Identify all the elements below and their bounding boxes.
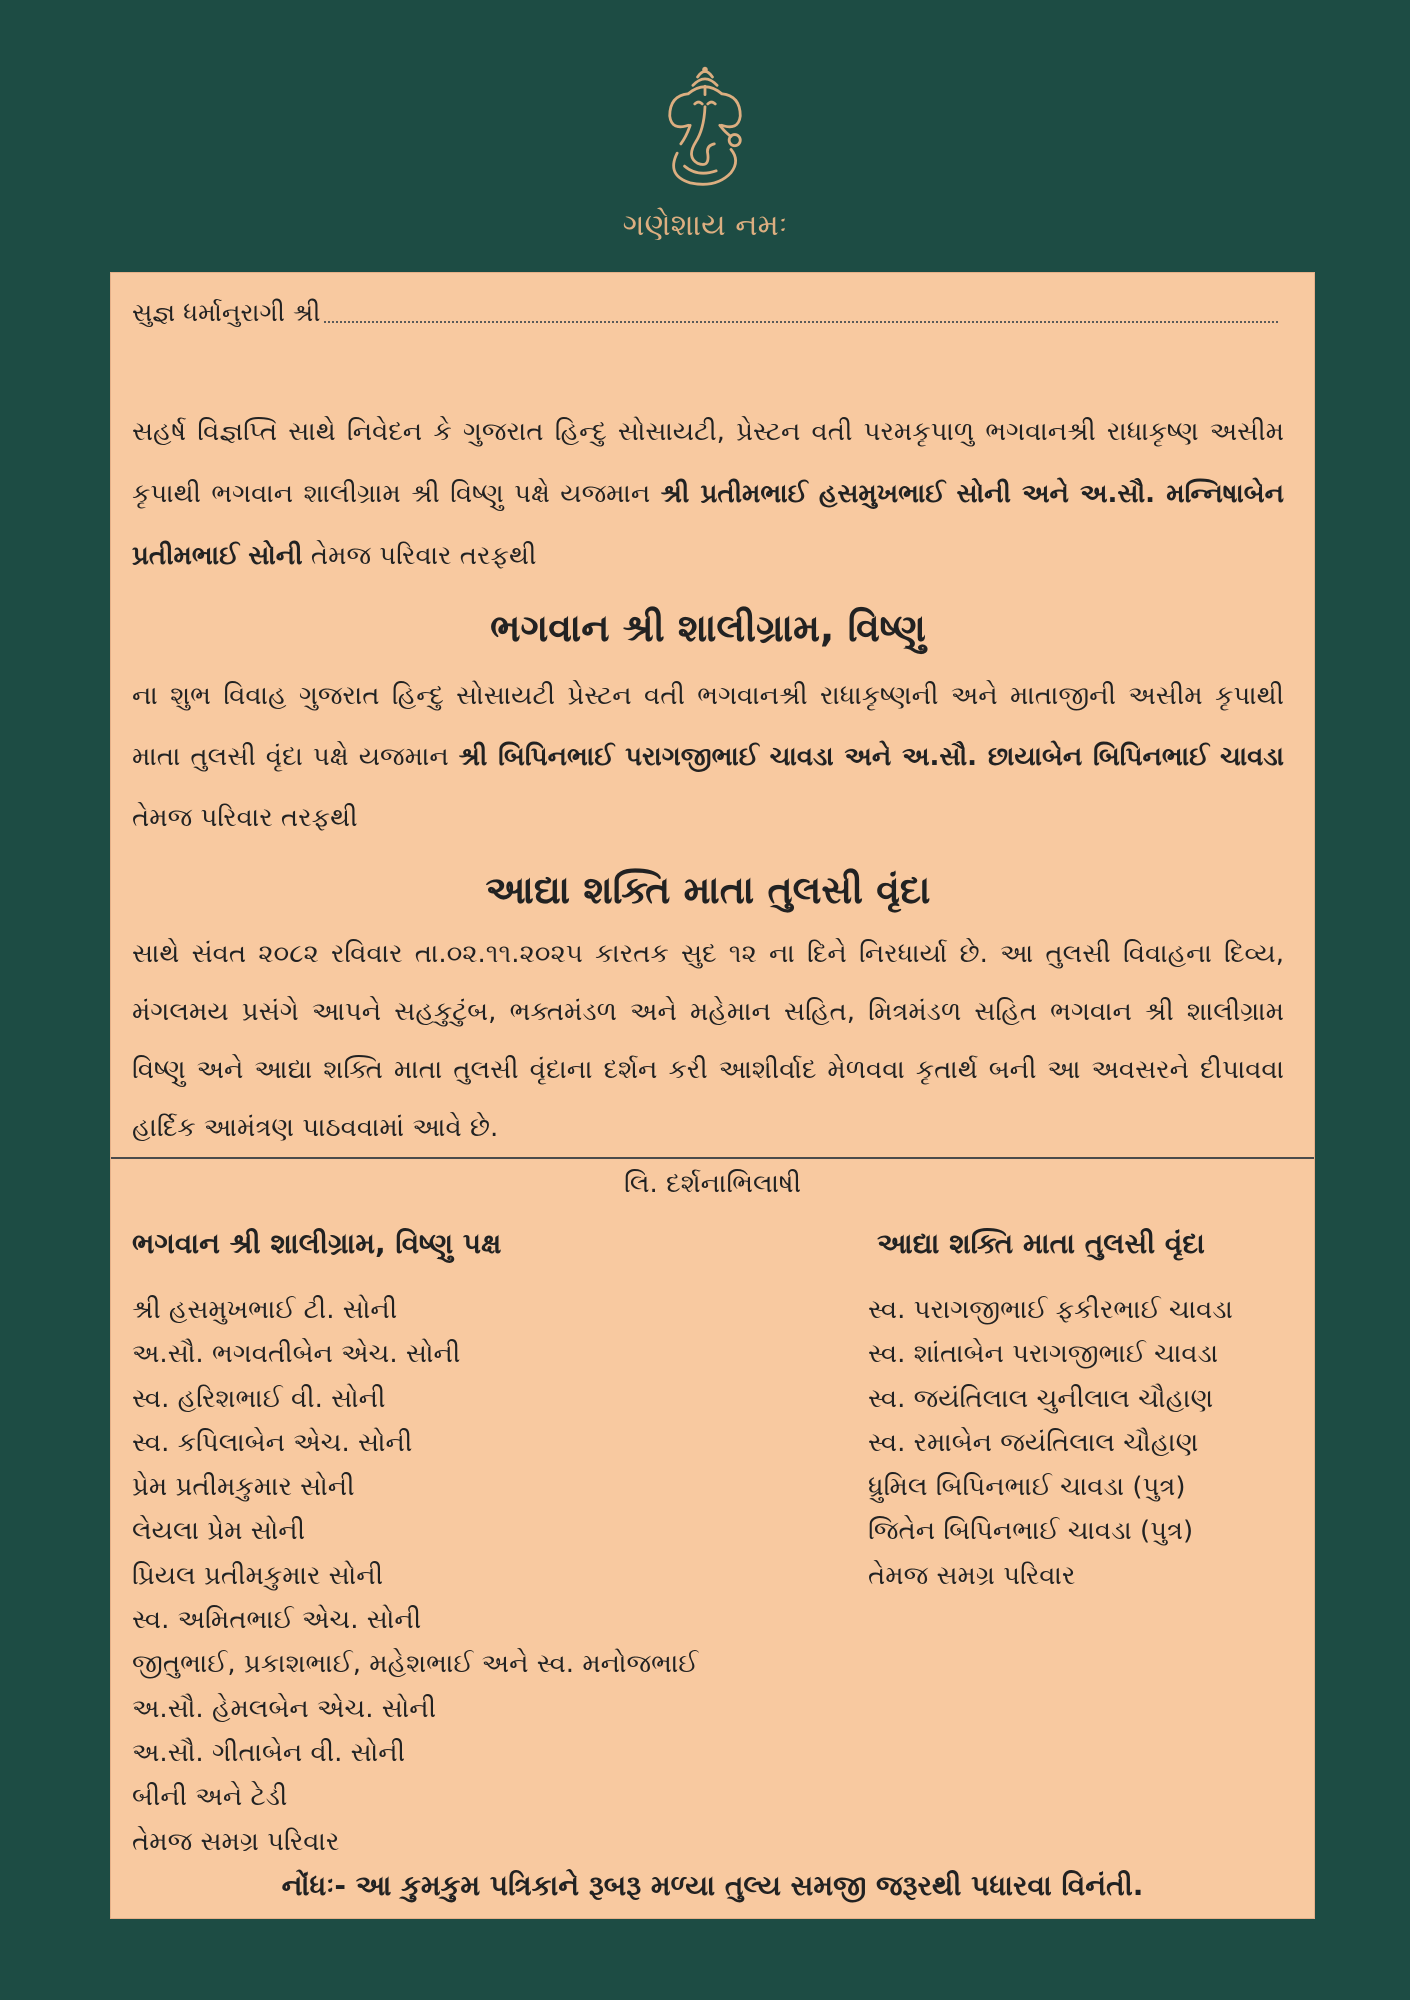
family-member: તેમજ સમગ્ર પરિવાર <box>868 1560 1076 1591</box>
family-member: સ્વ. હરિશભાઈ વી. સોની <box>132 1383 386 1414</box>
paragraph-text: સહર્ષ વિજ્ઞપ્તિ સાથે નિવેદન કે ગુજરાત હિન્દુ સોસાયટી, પ્રેસ્ટન વતી પરમકૃપાળુ ભગવાનશ્રી રાધાકૃષ્ણ અસીમ કૃપાથી ભગવાન શાલીગ્રામ શ્રી વિષ્ણુ પક્ષે યજમાન <box>132 417 1284 509</box>
paragraph-text: તેમજ પરિવાર તરફથી <box>310 541 537 571</box>
bride-side-title: આદ્યા શક્તિ માતા તુલસી વૃંદા <box>877 1227 1205 1260</box>
ganesha-icon <box>649 64 761 194</box>
family-member: બીની અને ટેડી <box>132 1782 288 1813</box>
family-member: લેયલા પ્રેમ સોની <box>132 1516 306 1547</box>
family-member: સ્વ. અમિતભાઈ એચ. સોની <box>132 1605 422 1636</box>
family-member: ધ્રુમિલ બિપિનભાઈ ચાવડા (પુત્ર) <box>868 1472 1186 1503</box>
family-member: સ્વ. પરાગજીભાઈ ફકીરભાઈ ચાવડા <box>868 1295 1233 1325</box>
family-member: સ્વ. કપિલાબેન એચ. સોની <box>132 1427 413 1458</box>
family-member: અ.સૌ. હેમલબેન એચ. સોની <box>132 1693 437 1724</box>
invitation-card <box>110 272 1315 1919</box>
sign-off: લિ. દર્શનાભિલાષી <box>623 1169 802 1199</box>
family-columns <box>111 1209 1314 1864</box>
salutation: સુજ્ઞ ધર્માનુરાગી શ્રી <box>132 298 321 327</box>
family-member: અ.સૌ. ભગવતીબેન એચ. સોની <box>132 1339 461 1370</box>
family-member: સ્વ. રમાબેન જયંતિલાલ ચૌહાણ <box>868 1427 1199 1458</box>
ganesha-emblem <box>649 64 761 194</box>
salutation-row <box>132 291 1278 335</box>
family-member: અ.સૌ. ગીતાબેન વી. સોની <box>132 1737 406 1768</box>
paragraph-invitation-details: સાથે સંવત ૨૦૮૨ રવિવાર તા.૦૨.૧૧.૨૦૨૫ કારતક સુદ ૧૨ ના દિને નિરધાર્યા છે. આ તુલસી વિવાહના દિવ્ય, મંગલમય પ્રસંગે આપને સહકુટુંબ, ભક્તમંડળ અને મહેમાન સહિત, મિત્રમંડળ સહિત ભગવાન શ્રી શાલીગ્રામ વિષ્ણુ અને આદ્યા શક્તિ માતા તુલસી વૃંદાના દર્શન કરી આશીર્વાદ મેળવવા કૃતાર્થ બની આ અવસરને દીપાવવા હાર્દિક આમંત્રણ પાઠવવામાં આવે છે. <box>132 939 1284 1143</box>
paragraph-groom-hosts <box>132 401 1284 587</box>
invocation-text: ગણેશાય નમઃ <box>622 208 788 243</box>
paragraph-text: તેમજ પરિવાર તરફથી <box>132 803 358 833</box>
paragraph-bride-hosts <box>132 666 1284 849</box>
paragraph-text: ના શુભ વિવાહ ગુજરાત હિન્દુ સોસાયટી પ્રેસ્ટન વતી ભગવાનશ્રી રાધાકૃષ્ણની અને માતાજીની અસીમ કૃપાથી માતા તુલસી વૃંદા પક્ષે યજમાન <box>132 681 1284 772</box>
heading-groom-deity: ભગવાન શ્રી શાલીગ્રામ, વિષ્ણુ <box>490 606 926 650</box>
host-names: શ્રી પ્રતીમભાઈ હસમુખભાઈ સોની અને અ.સૌ. મન્નિષાબેન પ્રતીમભાઈ સોની <box>132 479 1284 571</box>
family-member: પ્રિયલ પ્રતીમકુમાર સોની <box>132 1560 384 1591</box>
name-blank-line <box>324 321 1278 323</box>
groom-side-column <box>132 1209 868 1864</box>
heading-bride-deity: આદ્યા શક્તિ માતા તુલસી વૃંદા <box>485 868 931 912</box>
family-member: જીતુભાઈ, પ્રકાશભાઈ, મહેશભાઈ અને સ્વ. મનોજભાઈ <box>132 1649 699 1680</box>
family-member: પ્રેમ પ્રતીમકુમાર સોની <box>132 1472 355 1503</box>
groom-side-title: ભગવાન શ્રી શાલીગ્રામ, વિષ્ણુ પક્ષ <box>132 1227 502 1260</box>
family-member: સ્વ. જયંતિલાલ ચુનીલાલ ચૌહાણ <box>868 1383 1214 1414</box>
family-member: શ્રી હસમુખભાઈ ટી. સોની <box>132 1295 398 1325</box>
family-member: સ્વ. શાંતાબેન પરાગજીભાઈ ચાવડા <box>868 1339 1219 1370</box>
family-member: જિતેન બિપિનભાઈ ચાવડા (પુત્ર) <box>868 1516 1194 1547</box>
bride-side-column <box>868 1209 1314 1864</box>
family-member: તેમજ સમગ્ર પરિવાર <box>132 1826 340 1857</box>
footer-note: નોંધઃ- આ કુમકુમ પત્રિકાને રૂબરૂ મળ્યા તુલ્ય સમજી જરૂરથી પધારવા વિનંતી. <box>281 1869 1144 1902</box>
host-names: શ્રી બિપિનભાઈ પરાગજીભાઈ ચાવડા અને અ.સૌ. છાયાબેન બિપિનભાઈ ચાવડા <box>458 742 1284 772</box>
